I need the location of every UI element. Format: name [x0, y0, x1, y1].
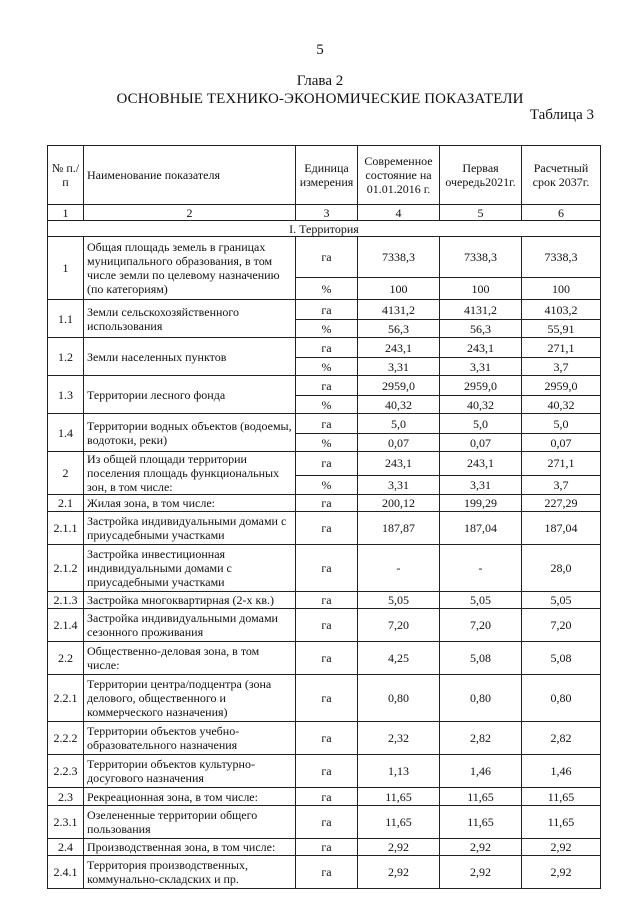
- col-index: 5: [440, 205, 522, 221]
- table-row: [48, 237, 601, 278]
- section-title: I. Территория: [48, 221, 601, 237]
- row-number: 2.4: [48, 839, 84, 856]
- calc-term-value: 271,1: [522, 338, 601, 358]
- current-value: 3,31: [358, 475, 440, 494]
- row-number: 2.4.1: [48, 856, 84, 889]
- indicator-name: Рекреационная зона, в том числе:: [84, 788, 296, 806]
- current-value: 0,80: [358, 675, 440, 722]
- current-value: 100: [358, 278, 440, 300]
- current-value: 2,92: [358, 856, 440, 889]
- row-number: 2.1.4: [48, 609, 84, 642]
- calc-term-value: 100: [522, 278, 601, 300]
- col-header-name: Наименование показателя: [84, 146, 296, 205]
- indicator-name: Территории центра/подцентра (зона делового, общественного и коммерческого назначения): [84, 675, 296, 722]
- calc-term-value: 2,82: [522, 722, 601, 755]
- first-stage-value: 4131,2: [440, 300, 522, 320]
- table-header-row: [48, 146, 601, 205]
- indicator-name: Озелененные территории общего пользования: [84, 806, 296, 839]
- unit-cell: га: [296, 414, 358, 434]
- calc-term-value: 28,0: [522, 545, 601, 592]
- calc-term-value: 227,29: [522, 495, 601, 512]
- chapter-title: Глава 2: [296, 73, 344, 89]
- first-stage-value: 7338,3: [440, 237, 522, 278]
- calc-term-value: 271,1: [522, 452, 601, 476]
- row-number: 2.2.1: [48, 675, 84, 722]
- current-value: 0,07: [358, 434, 440, 452]
- table-row: [48, 675, 601, 722]
- unit-cell: га: [296, 609, 358, 642]
- first-stage-value: 243,1: [440, 338, 522, 358]
- indicator-name: Территории объектов учебно-образовательного назначения: [84, 722, 296, 755]
- indicator-name: Застройка индивидуальными домами с приусадебными участками: [84, 512, 296, 545]
- row-number: 2.3: [48, 788, 84, 806]
- col-header-calc: Расчетный срок 2037г.: [522, 146, 601, 205]
- table-body: [48, 237, 601, 889]
- col-index: 4: [358, 205, 440, 221]
- calc-term-value: 3,7: [522, 475, 601, 494]
- indicator-name: Застройка инвестиционная индивидуальными домами с приусадебными участками: [84, 545, 296, 592]
- col-header-first: Первая очередь2021г.: [440, 146, 522, 205]
- table-row: [48, 839, 601, 856]
- first-stage-value: 0,07: [440, 434, 522, 452]
- first-stage-value: 11,65: [440, 806, 522, 839]
- first-stage-value: 11,65: [440, 788, 522, 806]
- col-index: 3: [296, 205, 358, 221]
- unit-cell: %: [296, 320, 358, 338]
- table-row: [48, 609, 601, 642]
- calc-term-value: 2,92: [522, 839, 601, 856]
- section-row: [48, 221, 601, 237]
- current-value: 11,65: [358, 806, 440, 839]
- first-stage-value: 2959,0: [440, 376, 522, 396]
- calc-term-value: 5,08: [522, 642, 601, 675]
- indicator-name: Производственная зона, в том числе:: [84, 839, 296, 856]
- first-stage-value: 100: [440, 278, 522, 300]
- current-value: 4,25: [358, 642, 440, 675]
- indicator-name: Жилая зона, в том числе:: [84, 495, 296, 512]
- first-stage-value: 56,3: [440, 320, 522, 338]
- unit-cell: %: [296, 358, 358, 376]
- current-value: 5,0: [358, 414, 440, 434]
- current-value: 1,13: [358, 755, 440, 788]
- calc-term-value: 7,20: [522, 609, 601, 642]
- row-number: 2: [48, 452, 84, 495]
- current-value: 243,1: [358, 452, 440, 476]
- row-number: 1.1: [48, 300, 84, 338]
- first-stage-value: 2,92: [440, 856, 522, 889]
- calc-term-value: 3,7: [522, 358, 601, 376]
- indicator-name: Земли сельскохозяйственного использования: [84, 300, 296, 338]
- table-row: [48, 512, 601, 545]
- first-stage-value: 187,04: [440, 512, 522, 545]
- current-value: 11,65: [358, 788, 440, 806]
- table-row: [48, 755, 601, 788]
- unit-cell: %: [296, 278, 358, 300]
- indicator-name: Застройка индивидуальными домами сезонного проживания: [84, 609, 296, 642]
- table-row: [48, 452, 601, 476]
- unit-cell: га: [296, 755, 358, 788]
- unit-cell: га: [296, 806, 358, 839]
- current-value: 5,05: [358, 592, 440, 609]
- column-index-row: [48, 205, 601, 221]
- row-number: 1: [48, 237, 84, 300]
- indicator-name: Общественно-деловая зона, в том числе:: [84, 642, 296, 675]
- page-number: 5: [316, 42, 324, 58]
- row-number: 2.3.1: [48, 806, 84, 839]
- indicator-name: Территории лесного фонда: [84, 376, 296, 414]
- first-stage-value: 2,92: [440, 839, 522, 856]
- unit-cell: %: [296, 396, 358, 414]
- first-stage-value: 5,05: [440, 592, 522, 609]
- unit-cell: га: [296, 856, 358, 889]
- row-number: 2.1: [48, 495, 84, 512]
- first-stage-value: 5,0: [440, 414, 522, 434]
- calc-term-value: 0,07: [522, 434, 601, 452]
- table-label: Таблица 3: [529, 107, 594, 123]
- table-row: [48, 495, 601, 512]
- first-stage-value: 1,46: [440, 755, 522, 788]
- indicator-name: Застройка многоквартирная (2-х кв.): [84, 592, 296, 609]
- current-value: 3,31: [358, 358, 440, 376]
- table-row: [48, 856, 601, 889]
- unit-cell: га: [296, 839, 358, 856]
- col-index: 2: [84, 205, 296, 221]
- first-stage-value: 40,32: [440, 396, 522, 414]
- col-index: 1: [48, 205, 84, 221]
- current-value: 4131,2: [358, 300, 440, 320]
- indicator-name: Территории объектов культурно-досугового назначения: [84, 755, 296, 788]
- row-number: 2.1.1: [48, 512, 84, 545]
- unit-cell: га: [296, 237, 358, 278]
- current-value: 200,12: [358, 495, 440, 512]
- calc-term-value: 0,80: [522, 675, 601, 722]
- first-stage-value: 2,82: [440, 722, 522, 755]
- row-number: 1.2: [48, 338, 84, 376]
- unit-cell: га: [296, 376, 358, 396]
- row-number: 2.2.2: [48, 722, 84, 755]
- table-row: [48, 338, 601, 358]
- col-header-unit: Единица измерения: [296, 146, 358, 205]
- first-stage-value: 243,1: [440, 452, 522, 476]
- unit-cell: га: [296, 495, 358, 512]
- row-number: 2.2.3: [48, 755, 84, 788]
- calc-term-value: 7338,3: [522, 237, 601, 278]
- table-row: [48, 722, 601, 755]
- current-value: 2,32: [358, 722, 440, 755]
- calc-term-value: 55,91: [522, 320, 601, 338]
- calc-term-value: 40,32: [522, 396, 601, 414]
- first-stage-value: 3,31: [440, 358, 522, 376]
- current-value: 7338,3: [358, 237, 440, 278]
- current-value: 40,32: [358, 396, 440, 414]
- unit-cell: %: [296, 475, 358, 494]
- table-row: [48, 376, 601, 396]
- first-stage-value: 0,80: [440, 675, 522, 722]
- section-heading: ОСНОВНЫЕ ТЕХНИКО-ЭКОНОМИЧЕСКИЕ ПОКАЗАТЕЛИ: [116, 91, 524, 107]
- calc-term-value: 11,65: [522, 806, 601, 839]
- current-value: 7,20: [358, 609, 440, 642]
- current-value: -: [358, 545, 440, 592]
- table-row: [48, 788, 601, 806]
- indicator-name: Общая площадь земель в границах муниципального образования, в том числе земли по целевому назначению (по категориям): [84, 237, 296, 300]
- unit-cell: га: [296, 788, 358, 806]
- unit-cell: га: [296, 642, 358, 675]
- indicators-table: [47, 145, 601, 889]
- first-stage-value: 5,08: [440, 642, 522, 675]
- col-header-num: № п./п: [48, 146, 84, 205]
- calc-term-value: 5,0: [522, 414, 601, 434]
- calc-term-value: 5,05: [522, 592, 601, 609]
- current-value: 2959,0: [358, 376, 440, 396]
- first-stage-value: -: [440, 545, 522, 592]
- unit-cell: га: [296, 592, 358, 609]
- table-row: [48, 300, 601, 320]
- first-stage-value: 199,29: [440, 495, 522, 512]
- unit-cell: %: [296, 434, 358, 452]
- calc-term-value: 2959,0: [522, 376, 601, 396]
- indicator-name: Территория производственных, коммунально-складских и пр.: [84, 856, 296, 889]
- unit-cell: га: [296, 722, 358, 755]
- first-stage-value: 3,31: [440, 475, 522, 494]
- table-row: [48, 642, 601, 675]
- first-stage-value: 7,20: [440, 609, 522, 642]
- indicator-name: Территории водных объектов (водоемы, водотоки, реки): [84, 414, 296, 452]
- current-value: 56,3: [358, 320, 440, 338]
- calc-term-value: 1,46: [522, 755, 601, 788]
- indicator-name: Земли населенных пунктов: [84, 338, 296, 376]
- indicator-name: Из общей площади территории поселения площадь функциональных зон, в том числе:: [84, 452, 296, 495]
- col-index: 6: [522, 205, 601, 221]
- row-number: 1.3: [48, 376, 84, 414]
- current-value: 243,1: [358, 338, 440, 358]
- table-row: [48, 592, 601, 609]
- unit-cell: га: [296, 452, 358, 476]
- current-value: 2,92: [358, 839, 440, 856]
- unit-cell: га: [296, 545, 358, 592]
- calc-term-value: 11,65: [522, 788, 601, 806]
- unit-cell: га: [296, 338, 358, 358]
- table-row: [48, 545, 601, 592]
- table-row: [48, 414, 601, 434]
- calc-term-value: 4103,2: [522, 300, 601, 320]
- table-row: [48, 806, 601, 839]
- row-number: 2.1.3: [48, 592, 84, 609]
- unit-cell: га: [296, 300, 358, 320]
- row-number: 1.4: [48, 414, 84, 452]
- row-number: 2.1.2: [48, 545, 84, 592]
- calc-term-value: 187,04: [522, 512, 601, 545]
- calc-term-value: 2,92: [522, 856, 601, 889]
- unit-cell: га: [296, 675, 358, 722]
- current-value: 187,87: [358, 512, 440, 545]
- col-header-current: Современное состояние на 01.01.2016 г.: [358, 146, 440, 205]
- unit-cell: га: [296, 512, 358, 545]
- row-number: 2.2: [48, 642, 84, 675]
